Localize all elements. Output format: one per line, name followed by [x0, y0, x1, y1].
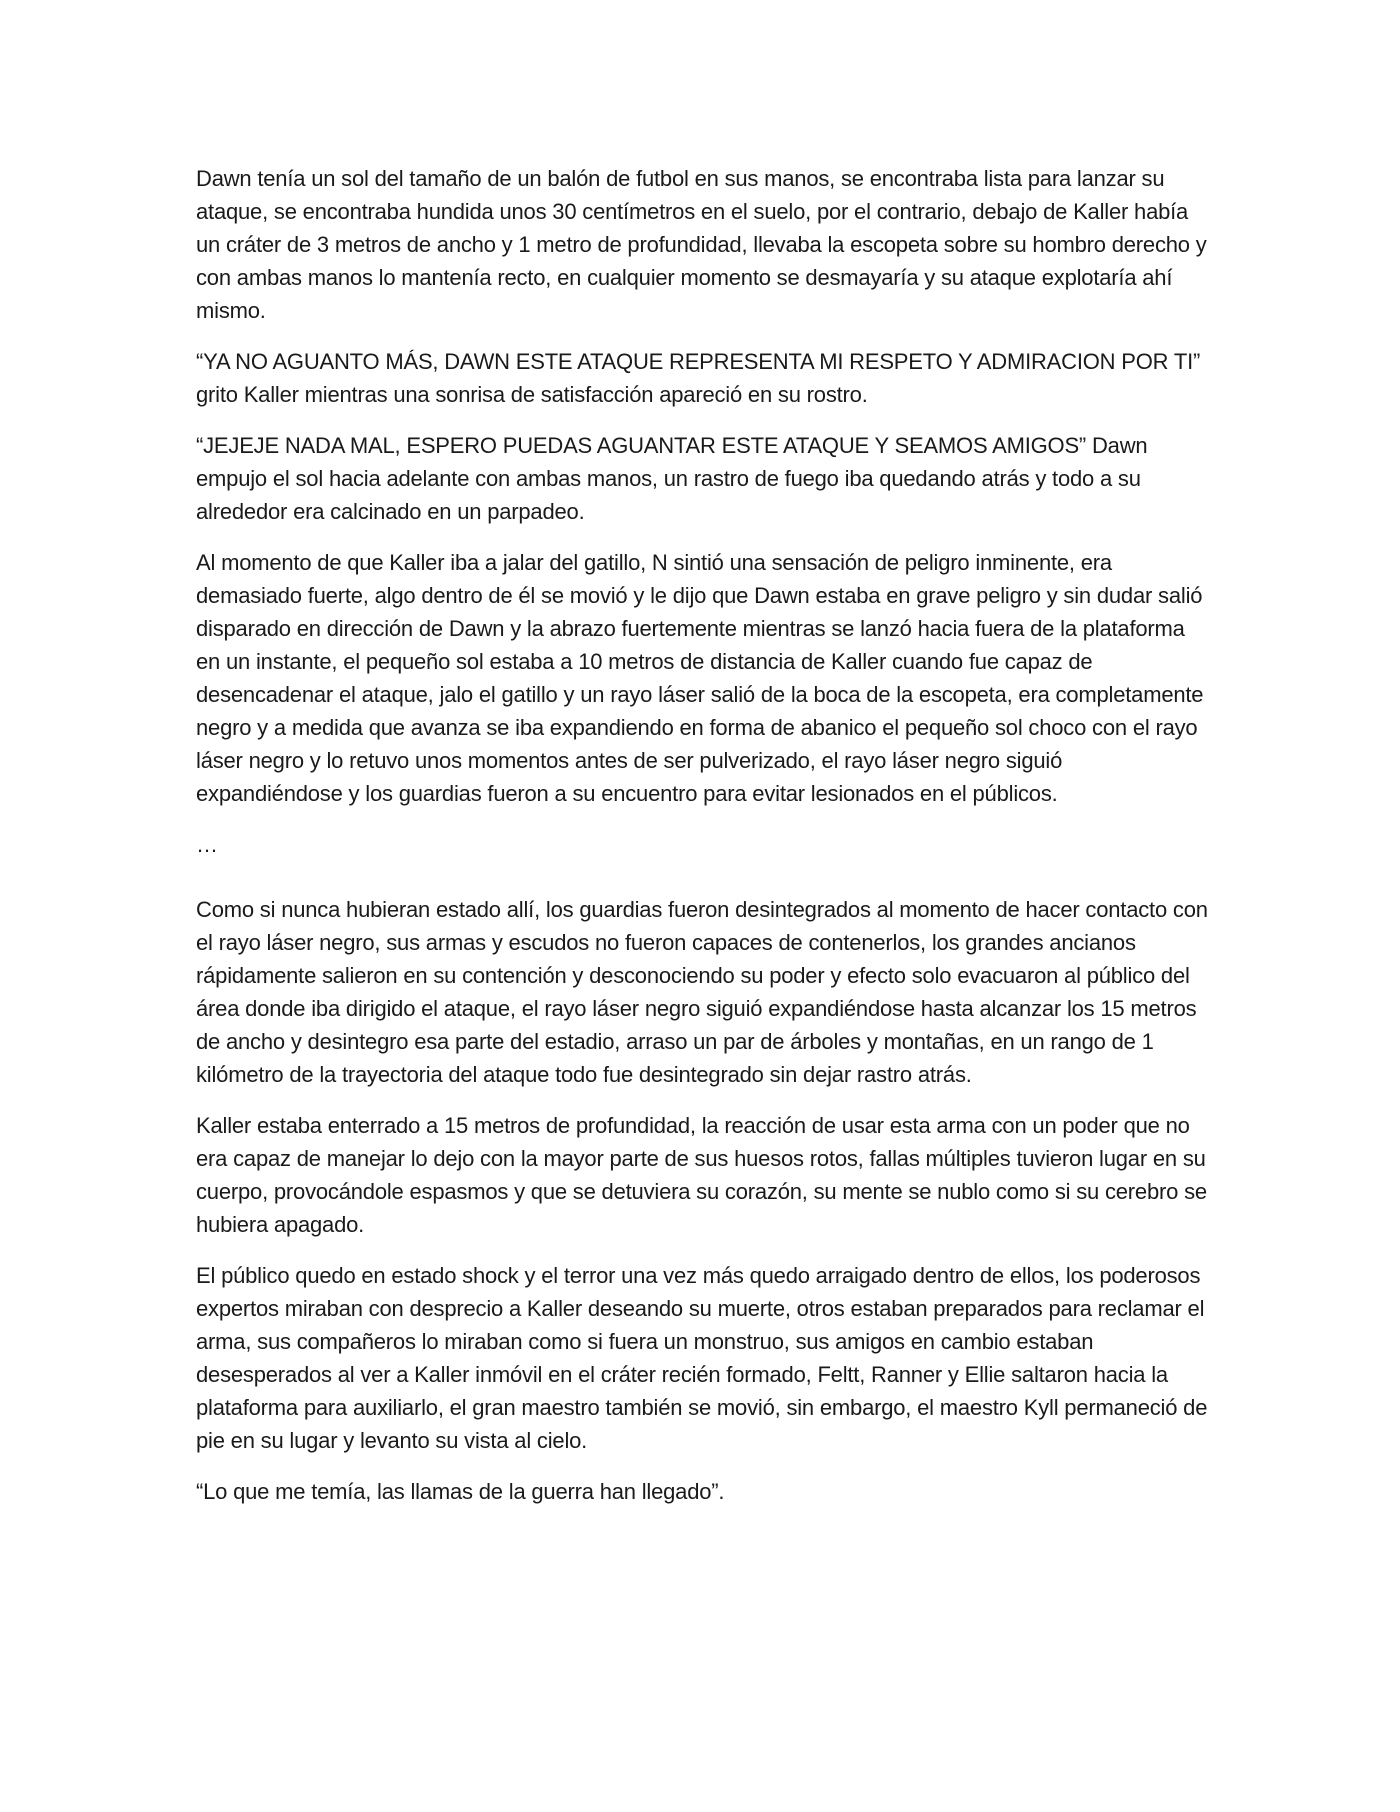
- paragraph-6: Kaller estaba enterrado a 15 metros de profundidad, la reacción de usar esta arma con un poder que no era capaz de manejar lo dejo con la mayor parte de sus huesos rotos, fallas múltiples tuvieron lugar en su cuerpo, provocándole espasmos y que se detuviera su corazón, su mente se nublo como si su cerebro se hubiera apagado.: [196, 1113, 1207, 1237]
- paragraph-4: Al momento de que Kaller iba a jalar del gatillo, N sintió una sensación de peligro inminente, era demasiado fuerte, algo dentro de él se movió y le dijo que Dawn estaba en grave peligro y sin dudar salió disparado en dirección de Dawn y la abrazo fuertemente mientras se lanzó hacia fuera de la plataforma en un instante, el pequeño sol estaba a 10 metros de distancia de Kaller cuando fue capaz de desencadenar el ataque, jalo el gatillo y un rayo láser salió de la boca de la escopeta, era completamente negro y a medida que avanza se iba expandiendo en forma de abanico el pequeño sol choco con el rayo láser negro y lo retuvo unos momentos antes de ser pulverizado, el rayo láser negro siguió expandiéndose y los guardias fueron a su encuentro para evitar lesionados en el públicos.: [196, 550, 1204, 806]
- document-body: [196, 162, 1212, 1526]
- section-break-ellipsis: …: [196, 832, 218, 857]
- paragraph-5: Como si nunca hubieran estado allí, los guardias fueron desintegrados al momento de hacer contacto con el rayo láser negro, sus armas y escudos no fueron capaces de contenerlos, los grandes ancianos rápidamente salieron en su contención y desconociendo su poder y efecto solo evacuaron al público del área donde iba dirigido el ataque, el rayo láser negro siguió expandiéndose hasta alcanzar los 15 metros de ancho y desintegro esa parte del estadio, arraso un par de árboles y montañas, en un rango de 1 kilómetro de la trayectoria del ataque todo fue desintegrado sin dejar rastro atrás.: [196, 897, 1208, 1087]
- paragraph-1: Dawn tenía un sol del tamaño de un balón de futbol en sus manos, se encontraba lista para lanzar su ataque, se encontraba hundida unos 30 centímetros en el suelo, por el contrario, debajo de Kaller había un cráter de 3 metros de ancho y 1 metro de profundidad, llevaba la escopeta sobre su hombro derecho y con ambas manos lo mantenía recto, en cualquier momento se desmayaría y su ataque explotaría ahí mismo.: [196, 166, 1207, 323]
- paragraph-2: “YA NO AGUANTO MÁS, DAWN ESTE ATAQUE REPRESENTA MI RESPETO Y ADMIRACION POR TI” grito Kaller mientras una sonrisa de satisfacción apareció en su rostro.: [196, 349, 1201, 407]
- paragraph-7: El público quedo en estado shock y el terror una vez más quedo arraigado dentro de ellos, los poderosos expertos miraban con desprecio a Kaller deseando su muerte, otros estaban preparados para reclamar el arma, sus compañeros lo miraban como si fuera un monstruo, sus amigos en cambio estaban desesperados al ver a Kaller inmóvil en el cráter recién formado, Feltt, Ranner y Ellie saltaron hacia la plataforma para auxiliarlo, el gran maestro también se movió, sin embargo, el maestro Kyll permaneció de pie en su lugar y levanto su vista al cielo.: [196, 1263, 1208, 1453]
- paragraph-3: “JEJEJE NADA MAL, ESPERO PUEDAS AGUANTAR ESTE ATAQUE Y SEAMOS AMIGOS” Dawn empujo el sol hacia adelante con ambas manos, un rastro de fuego iba quedando atrás y todo a su alrededor era calcinado en un parpadeo.: [196, 433, 1148, 524]
- paragraph-8: “Lo que me temía, las llamas de la guerra han llegado”.: [196, 1479, 725, 1504]
